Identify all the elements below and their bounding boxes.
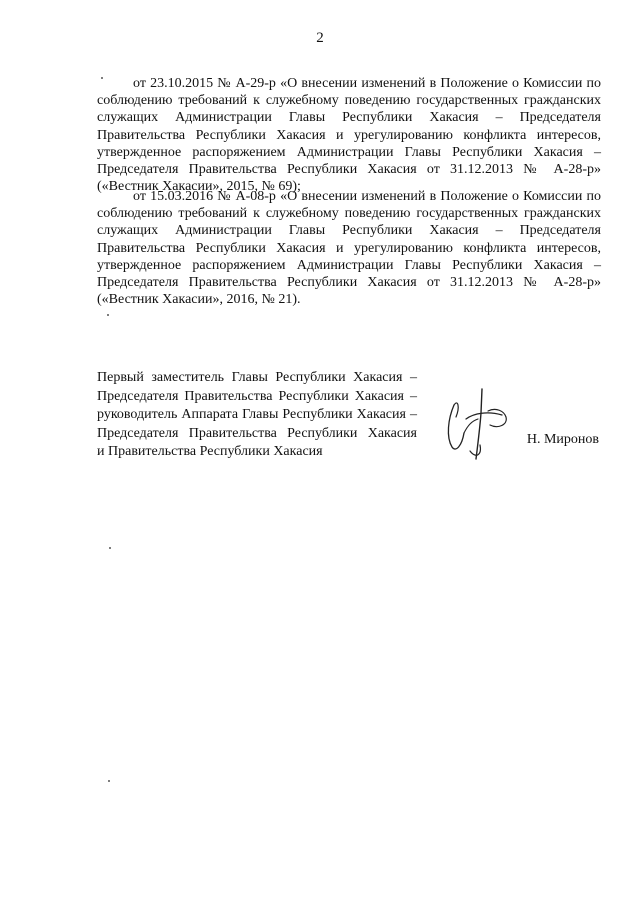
handwritten-signature (440, 385, 510, 463)
signatory-position-line: Первый заместитель Главы Республики Хакасия – (97, 370, 417, 385)
page-number: 2 (316, 30, 324, 46)
scan-speck (101, 77, 103, 79)
scan-speck (107, 314, 109, 316)
signatory-name: Н. Миронов (526, 432, 599, 447)
signatory-position-line: Председателя Правительства Республики Хакасия – (97, 388, 417, 404)
paragraph-amendment-2: от 15.03.2016 № А-08-р «О внесении изменений в Положение о Комиссии по соблюдению требований к служебному поведению государственных гражданских служащих Администрации Главы Республики Хакасия – Председателя Правительства Республики Хакасия и урегулированию конфликта интересов, утвержденное распоряжением Администрации Главы Республики Хакасия – Председателя Правительства Республики Хакасия от 31.12.2013 № А-28-р» («Вестник Хакасии», 2016, № 21). (97, 189, 601, 308)
signatory-position-line: Председателя Правительства Республики Хакасия (97, 425, 417, 441)
scan-speck (109, 547, 111, 549)
signatory-position (97, 369, 417, 462)
scan-speck (108, 780, 110, 782)
paragraph-amendment-1: от 23.10.2015 № А-29-р «О внесении изменений в Положение о Комиссии по соблюдению требований к служебному поведению государственных гражданских служащих Администрации Главы Республики Хакасия – Председателя Правительства Республики Хакасия и урегулированию конфликта интересов, утвержденное распоряжением Администрации Главы Республики Хакасия – Председателя Правительства Республики Хакасия от 31.12.2013 № А-28-р» («Вестник Хакасии», 2015, № 69); (97, 76, 601, 195)
signatory-position-line: руководитель Аппарата Главы Республики Хакасия – (97, 407, 417, 423)
signatory-position-line: и Правительства Республики Хакасия (97, 444, 323, 460)
